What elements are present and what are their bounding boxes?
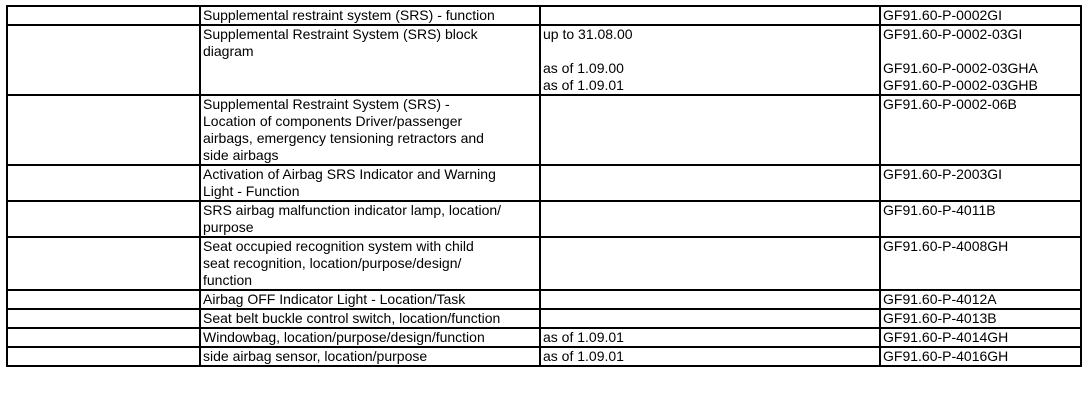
title-cell — [200, 25, 540, 95]
document-number-cell — [880, 290, 1081, 309]
cell-line — [203, 60, 537, 77]
cell-line — [543, 238, 877, 255]
validity-cell — [540, 95, 880, 165]
cell-line: GF91.60-P-0002-03GI — [883, 26, 1023, 42]
cell-line: side airbag sensor, location/purpose — [203, 348, 428, 364]
cell-line: as of 1.09.01 — [543, 77, 624, 93]
validity-cell — [540, 347, 880, 366]
cell-line: diagram — [203, 43, 254, 59]
cell-line: as of 1.09.01 — [543, 329, 624, 345]
table-row — [7, 6, 1081, 25]
cell-line — [543, 310, 877, 327]
validity-cell — [540, 25, 880, 95]
validity-cell — [540, 201, 880, 237]
cell-line — [543, 43, 877, 60]
blank-cell — [7, 347, 200, 366]
cell-line — [543, 96, 877, 113]
title-cell — [200, 290, 540, 309]
table-row — [7, 328, 1081, 347]
cell-line: GF91.60-P-4014GH — [883, 329, 1009, 345]
validity-cell — [540, 165, 880, 201]
cell-line: GF91.60-P-0002-03GHA — [883, 60, 1038, 76]
cell-line — [543, 166, 877, 183]
cell-line: side airbags — [203, 147, 279, 163]
cell-line: GF91.60-P-4016GH — [883, 348, 1009, 364]
document-table-body — [7, 6, 1081, 366]
cell-line — [203, 77, 537, 94]
cell-line: seat recognition, location/purpose/design/ — [203, 255, 462, 271]
document-number-cell — [880, 237, 1081, 290]
validity-cell — [540, 309, 880, 328]
title-cell — [200, 237, 540, 290]
document-number-cell — [880, 25, 1081, 95]
document-number-cell — [880, 328, 1081, 347]
title-cell — [200, 328, 540, 347]
title-cell — [200, 309, 540, 328]
cell-line: SRS airbag malfunction indicator lamp, location/ — [203, 202, 502, 218]
cell-line: as of 1.09.00 — [543, 60, 624, 76]
cell-line: GF91.60-P-2003GI — [883, 166, 1003, 182]
cell-line: GF91.60-P-4011B — [883, 202, 996, 218]
table-row — [7, 309, 1081, 328]
blank-cell — [7, 201, 200, 237]
cell-line: Location of components Driver/passenger — [203, 113, 463, 129]
cell-line: Supplemental Restraint System (SRS) block — [203, 26, 478, 42]
table-row — [7, 95, 1081, 165]
document-number-cell — [880, 309, 1081, 328]
document-number-cell — [880, 165, 1081, 201]
cell-line: Supplemental Restraint System (SRS) - — [203, 96, 450, 112]
title-cell — [200, 201, 540, 237]
cell-line: Airbag OFF Indicator Light - Location/Task — [203, 291, 466, 307]
table-row — [7, 347, 1081, 366]
blank-cell — [7, 95, 200, 165]
blank-cell — [7, 328, 200, 347]
table-row — [7, 237, 1081, 290]
cell-line: GF91.60-P-0002GI — [883, 7, 1003, 23]
cell-line: airbags, emergency tensioning retractors and — [203, 130, 484, 146]
document-number-cell — [880, 347, 1081, 366]
blank-cell — [7, 237, 200, 290]
cell-line — [883, 43, 1078, 60]
cell-line: purpose — [203, 219, 254, 235]
cell-line: GF91.60-P-0002-03GHB — [883, 77, 1038, 93]
table-row — [7, 201, 1081, 237]
title-cell — [200, 347, 540, 366]
blank-cell — [7, 6, 200, 25]
cell-line — [543, 202, 877, 219]
cell-line: Windowbag, location/purpose/design/function — [203, 329, 485, 345]
cell-line: Seat belt buckle control switch, location/function — [203, 310, 501, 326]
cell-line: as of 1.09.01 — [543, 348, 624, 364]
table-row — [7, 165, 1081, 201]
title-cell — [200, 95, 540, 165]
cell-line: Supplemental restraint system (SRS) - function — [203, 7, 495, 23]
blank-cell — [7, 165, 200, 201]
cell-line — [543, 7, 877, 24]
document-number-cell — [880, 6, 1081, 25]
validity-cell — [540, 6, 880, 25]
document-number-cell — [880, 95, 1081, 165]
title-cell — [200, 165, 540, 201]
cell-line: GF91.60-P-4013B — [883, 310, 997, 326]
blank-cell — [7, 309, 200, 328]
cell-line: up to 31.08.00 — [543, 26, 633, 42]
document-number-cell — [880, 201, 1081, 237]
cell-line: GF91.60-P-4012A — [883, 291, 997, 307]
cell-line: GF91.60-P-0002-06B — [883, 96, 1017, 112]
blank-cell — [7, 290, 200, 309]
cell-line: Activation of Airbag SRS Indicator and Warning — [203, 166, 496, 182]
cell-line: Seat occupied recognition system with child — [203, 238, 474, 254]
document-table — [6, 5, 1082, 367]
cell-line — [543, 291, 877, 308]
table-row — [7, 290, 1081, 309]
table-row — [7, 25, 1081, 95]
cell-line: GF91.60-P-4008GH — [883, 238, 1009, 254]
cell-line: Light - Function — [203, 183, 300, 199]
blank-cell — [7, 25, 200, 95]
validity-cell — [540, 290, 880, 309]
validity-cell — [540, 328, 880, 347]
cell-line: function — [203, 272, 253, 288]
title-cell — [200, 6, 540, 25]
validity-cell — [540, 237, 880, 290]
